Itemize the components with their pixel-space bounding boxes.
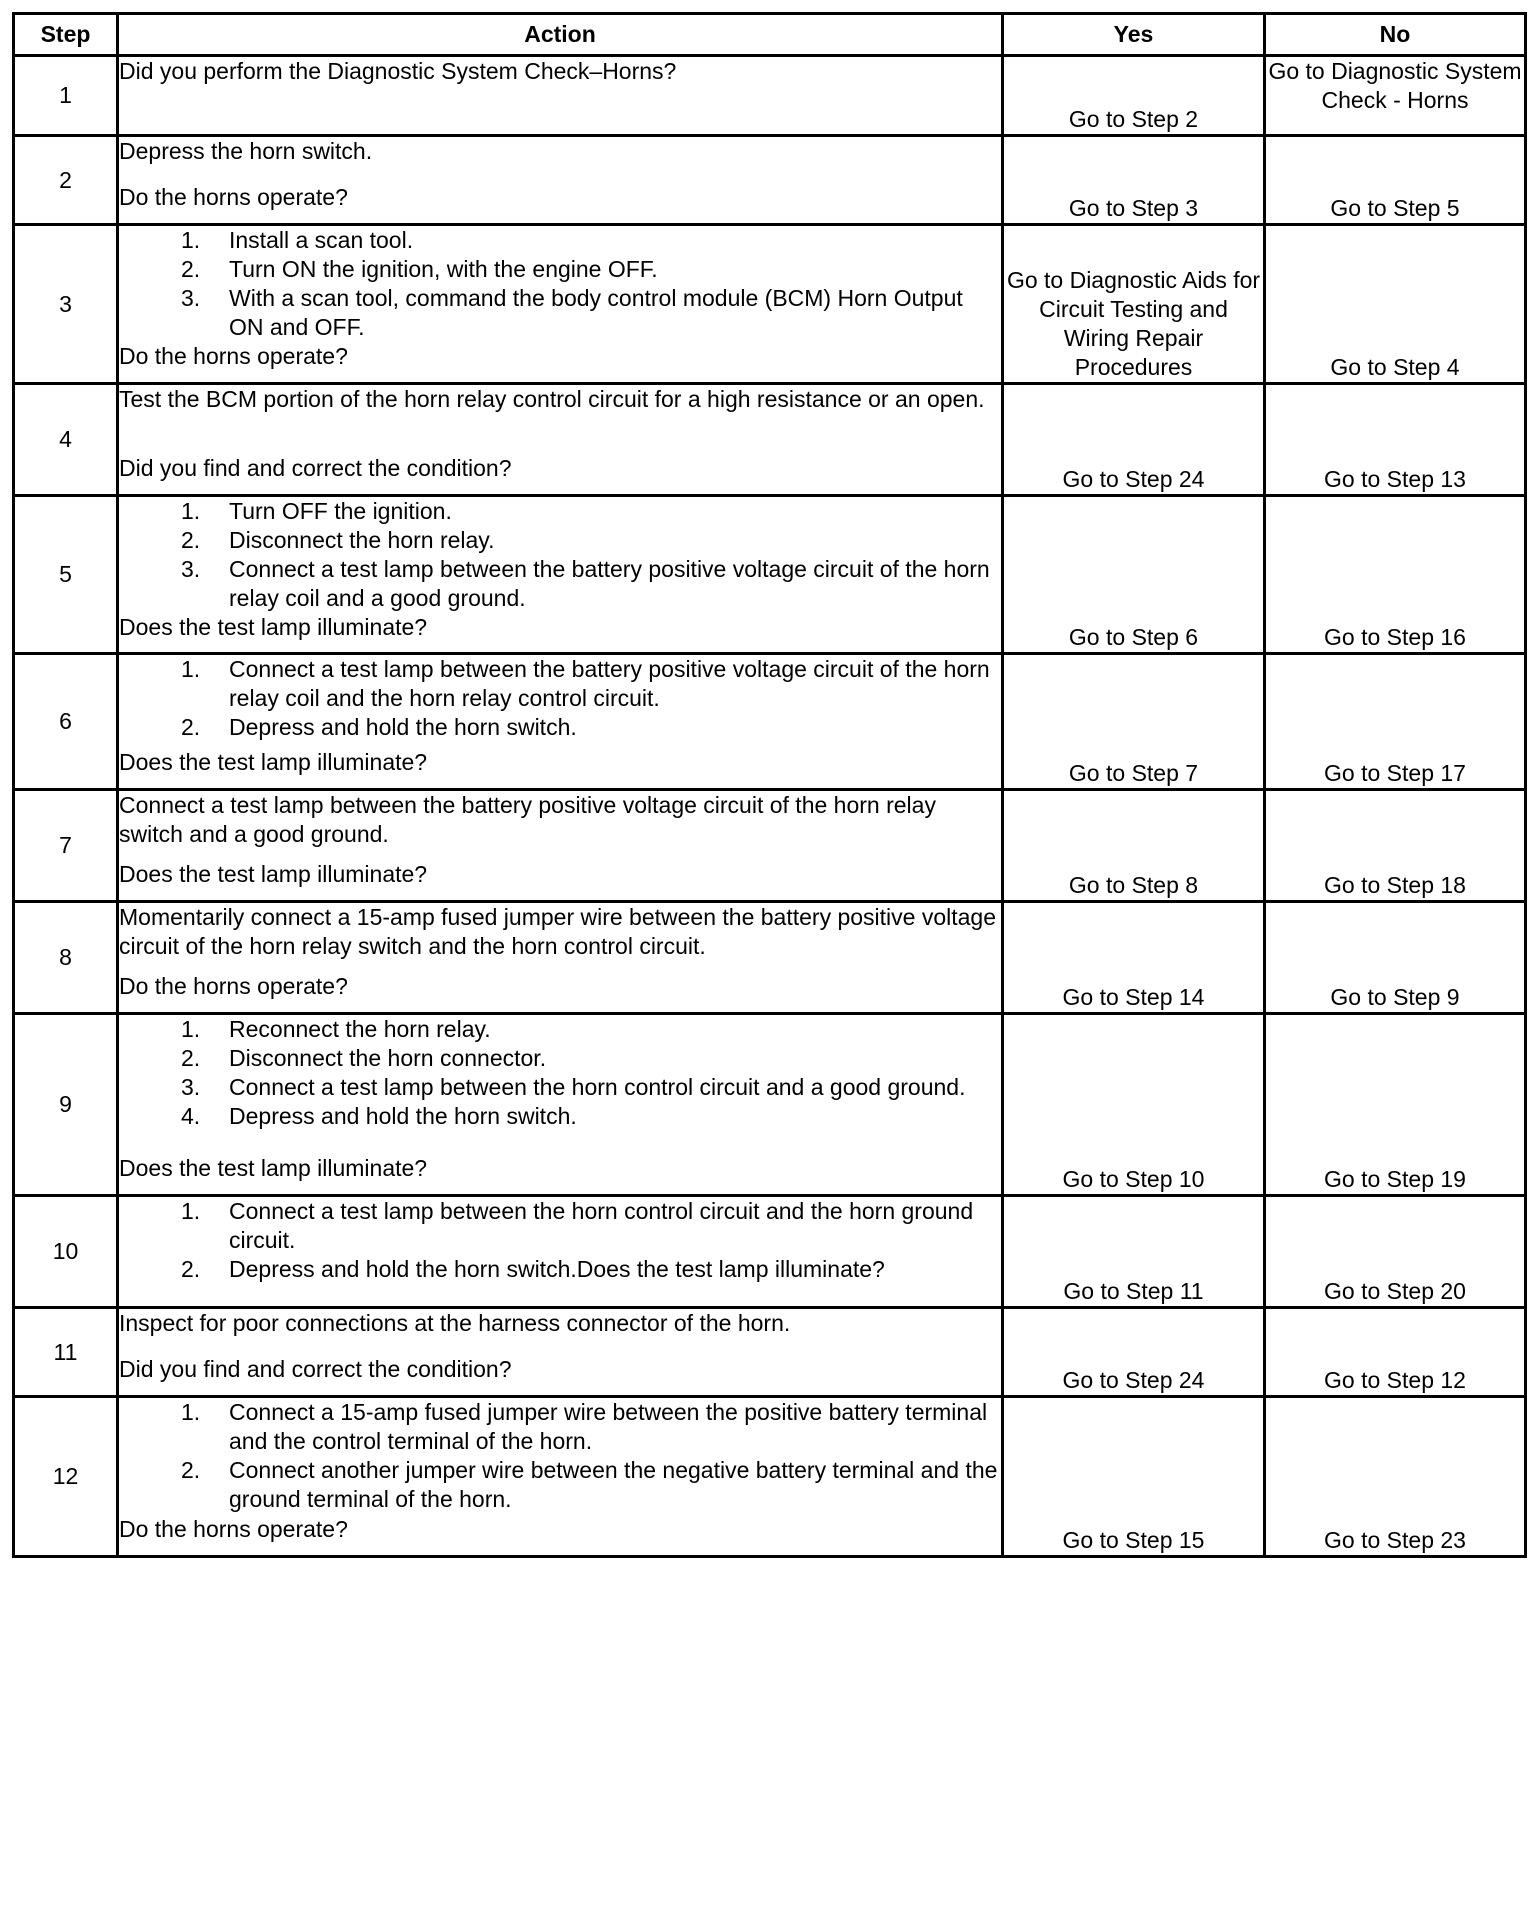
action-text: Inspect for poor connections at the harness connector of the horn.	[119, 1310, 791, 1336]
action-text: Did you perform the Diagnostic System Check–Horns?	[119, 58, 677, 84]
list-item-number: 2.	[181, 1045, 201, 1071]
list-item	[119, 1197, 1001, 1255]
action-cell	[118, 225, 1003, 384]
table-body	[14, 56, 1526, 1557]
list-item	[119, 1456, 1001, 1514]
action-cell	[118, 496, 1003, 654]
action-question: Does the test lamp illuminate?	[119, 614, 428, 640]
list-item-number: 2.	[181, 256, 201, 282]
table-row	[14, 790, 1526, 902]
list-item	[119, 255, 1001, 284]
yes-outcome: Go to Step 3	[1003, 136, 1265, 225]
list-item	[119, 1044, 1001, 1073]
yes-outcome: Go to Step 15	[1003, 1397, 1265, 1557]
action-cell	[118, 136, 1003, 225]
list-item	[119, 497, 1001, 526]
action-text: Test the BCM portion of the horn relay control circuit for a high resistance or an open.	[119, 386, 985, 412]
no-outcome: Go to Step 16	[1265, 496, 1526, 654]
action-cell	[118, 56, 1003, 136]
list-item	[119, 1015, 1001, 1044]
action-cell	[118, 654, 1003, 790]
list-item	[119, 1102, 1001, 1131]
table-row	[14, 496, 1526, 654]
action-question: Does the test lamp illuminate?	[119, 861, 428, 887]
list-item-text: With a scan tool, command the body control module (BCM) Horn Output ON and OFF.	[229, 285, 963, 340]
list-item-text: Connect a test lamp between the battery positive voltage circuit of the horn relay coil and a good ground.	[229, 556, 990, 611]
list-item-text: Turn OFF the ignition.	[229, 498, 452, 524]
step-number: 10	[14, 1196, 118, 1308]
list-item-number: 1.	[181, 1016, 201, 1042]
yes-outcome: Go to Step 24	[1003, 384, 1265, 496]
step-number: 2	[14, 136, 118, 225]
list-item-number: 2.	[181, 527, 201, 553]
yes-outcome: Go to Step 11	[1003, 1196, 1265, 1308]
table-row	[14, 56, 1526, 136]
action-text: Momentarily connect a 15-amp fused jumper wire between the battery positive voltage circuit of the horn relay switch and the horn control circuit.	[119, 904, 997, 959]
list-item-number: 2.	[181, 714, 201, 740]
list-item	[119, 226, 1001, 255]
action-question: Did you find and correct the condition?	[119, 1356, 512, 1382]
action-cell	[118, 1308, 1003, 1397]
list-item-text: Depress and hold the horn switch.	[229, 714, 577, 740]
diagnostic-table-page	[12, 12, 1524, 1558]
list-item	[119, 655, 1001, 713]
list-item	[119, 1398, 1001, 1456]
action-text: Connect a test lamp between the battery positive voltage circuit of the horn relay switch and a good ground.	[119, 792, 936, 847]
list-item	[119, 1255, 1001, 1284]
step-number: 8	[14, 902, 118, 1014]
list-item	[119, 284, 1001, 342]
step-number: 12	[14, 1397, 118, 1557]
list-item-text: Disconnect the horn connector.	[229, 1045, 547, 1071]
list-item-number: 4.	[181, 1103, 201, 1129]
table-row	[14, 1014, 1526, 1196]
action-steps-list	[119, 655, 1001, 742]
list-item-number: 1.	[181, 498, 201, 524]
list-item-text: Depress and hold the horn switch.Does the test lamp illuminate?	[229, 1256, 885, 1282]
yes-outcome: Go to Step 2	[1003, 56, 1265, 136]
header-yes: Yes	[1003, 14, 1265, 56]
list-item	[119, 713, 1001, 742]
list-item-text: Reconnect the horn relay.	[229, 1016, 491, 1042]
list-item-text: Install a scan tool.	[229, 227, 414, 253]
list-item-number: 3.	[181, 285, 201, 311]
no-outcome: Go to Step 20	[1265, 1196, 1526, 1308]
step-number: 1	[14, 56, 118, 136]
list-item-text: Connect another jumper wire between the negative battery terminal and the ground terminal of the horn.	[229, 1457, 998, 1512]
list-item-number: 3.	[181, 1074, 201, 1100]
yes-outcome: Go to Step 24	[1003, 1308, 1265, 1397]
action-steps-list	[119, 1015, 1001, 1131]
step-number: 6	[14, 654, 118, 790]
no-outcome: Go to Step 17	[1265, 654, 1526, 790]
action-cell	[118, 1397, 1003, 1557]
no-outcome: Go to Step 4	[1265, 225, 1526, 384]
list-item-number: 2.	[181, 1256, 201, 1282]
list-item	[119, 526, 1001, 555]
table-row	[14, 136, 1526, 225]
no-outcome: Go to Step 5	[1265, 136, 1526, 225]
action-steps-list	[119, 226, 1001, 342]
table-row	[14, 225, 1526, 384]
list-item-text: Connect a test lamp between the horn control circuit and the horn ground circuit.	[229, 1198, 974, 1253]
yes-outcome: Go to Step 7	[1003, 654, 1265, 790]
list-item-number: 3.	[181, 556, 201, 582]
action-steps-list	[119, 1398, 1001, 1514]
step-number: 4	[14, 384, 118, 496]
action-text: Depress the horn switch.	[119, 138, 373, 164]
action-question: Do the horns operate?	[119, 184, 348, 210]
list-item-number: 1.	[181, 1399, 201, 1425]
list-item-text: Disconnect the horn relay.	[229, 527, 495, 553]
no-outcome: Go to Diagnostic System Check - Horns	[1265, 56, 1526, 136]
no-outcome: Go to Step 23	[1265, 1397, 1526, 1557]
diagnostic-table	[12, 12, 1527, 1558]
action-steps-list	[119, 1197, 1001, 1284]
action-question: Does the test lamp illuminate?	[119, 1155, 428, 1181]
list-item-text: Depress and hold the horn switch.	[229, 1103, 577, 1129]
step-number: 5	[14, 496, 118, 654]
action-question: Do the horns operate?	[119, 973, 348, 999]
action-question: Do the horns operate?	[119, 1516, 348, 1542]
action-cell	[118, 790, 1003, 902]
step-number: 9	[14, 1014, 118, 1196]
list-item-text: Connect a test lamp between the battery positive voltage circuit of the horn relay coil and the horn relay control circuit.	[229, 656, 990, 711]
no-outcome: Go to Step 12	[1265, 1308, 1526, 1397]
action-question: Did you find and correct the condition?	[119, 455, 512, 481]
table-row	[14, 902, 1526, 1014]
action-cell	[118, 384, 1003, 496]
step-number: 3	[14, 225, 118, 384]
header-action: Action	[118, 14, 1003, 56]
header-no: No	[1265, 14, 1526, 56]
step-number: 7	[14, 790, 118, 902]
list-item-text: Turn ON the ignition, with the engine OFF.	[229, 256, 658, 282]
table-row	[14, 1308, 1526, 1397]
no-outcome: Go to Step 13	[1265, 384, 1526, 496]
action-cell	[118, 902, 1003, 1014]
table-header-row	[14, 14, 1526, 56]
step-number: 11	[14, 1308, 118, 1397]
table-row	[14, 654, 1526, 790]
table-row	[14, 1397, 1526, 1557]
action-question: Do the horns operate?	[119, 343, 348, 369]
no-outcome: Go to Step 9	[1265, 902, 1526, 1014]
list-item-text: Connect a test lamp between the horn control circuit and a good ground.	[229, 1074, 966, 1100]
yes-outcome: Go to Step 10	[1003, 1014, 1265, 1196]
action-cell	[118, 1014, 1003, 1196]
no-outcome: Go to Step 19	[1265, 1014, 1526, 1196]
yes-outcome: Go to Diagnostic Aids for Circuit Testing and Wiring Repair Procedures	[1003, 225, 1265, 384]
list-item-number: 1.	[181, 227, 201, 253]
list-item-number: 2.	[181, 1457, 201, 1483]
list-item-number: 1.	[181, 1198, 201, 1224]
yes-outcome: Go to Step 6	[1003, 496, 1265, 654]
list-item-number: 1.	[181, 656, 201, 682]
list-item-text: Connect a 15-amp fused jumper wire between the positive battery terminal and the control terminal of the horn.	[229, 1399, 988, 1454]
action-cell	[118, 1196, 1003, 1308]
table-row	[14, 1196, 1526, 1308]
header-step: Step	[14, 14, 118, 56]
list-item	[119, 555, 1001, 613]
yes-outcome: Go to Step 8	[1003, 790, 1265, 902]
list-item	[119, 1073, 1001, 1102]
action-steps-list	[119, 497, 1001, 613]
table-row	[14, 384, 1526, 496]
yes-outcome: Go to Step 14	[1003, 902, 1265, 1014]
action-question: Does the test lamp illuminate?	[119, 749, 428, 775]
no-outcome: Go to Step 18	[1265, 790, 1526, 902]
